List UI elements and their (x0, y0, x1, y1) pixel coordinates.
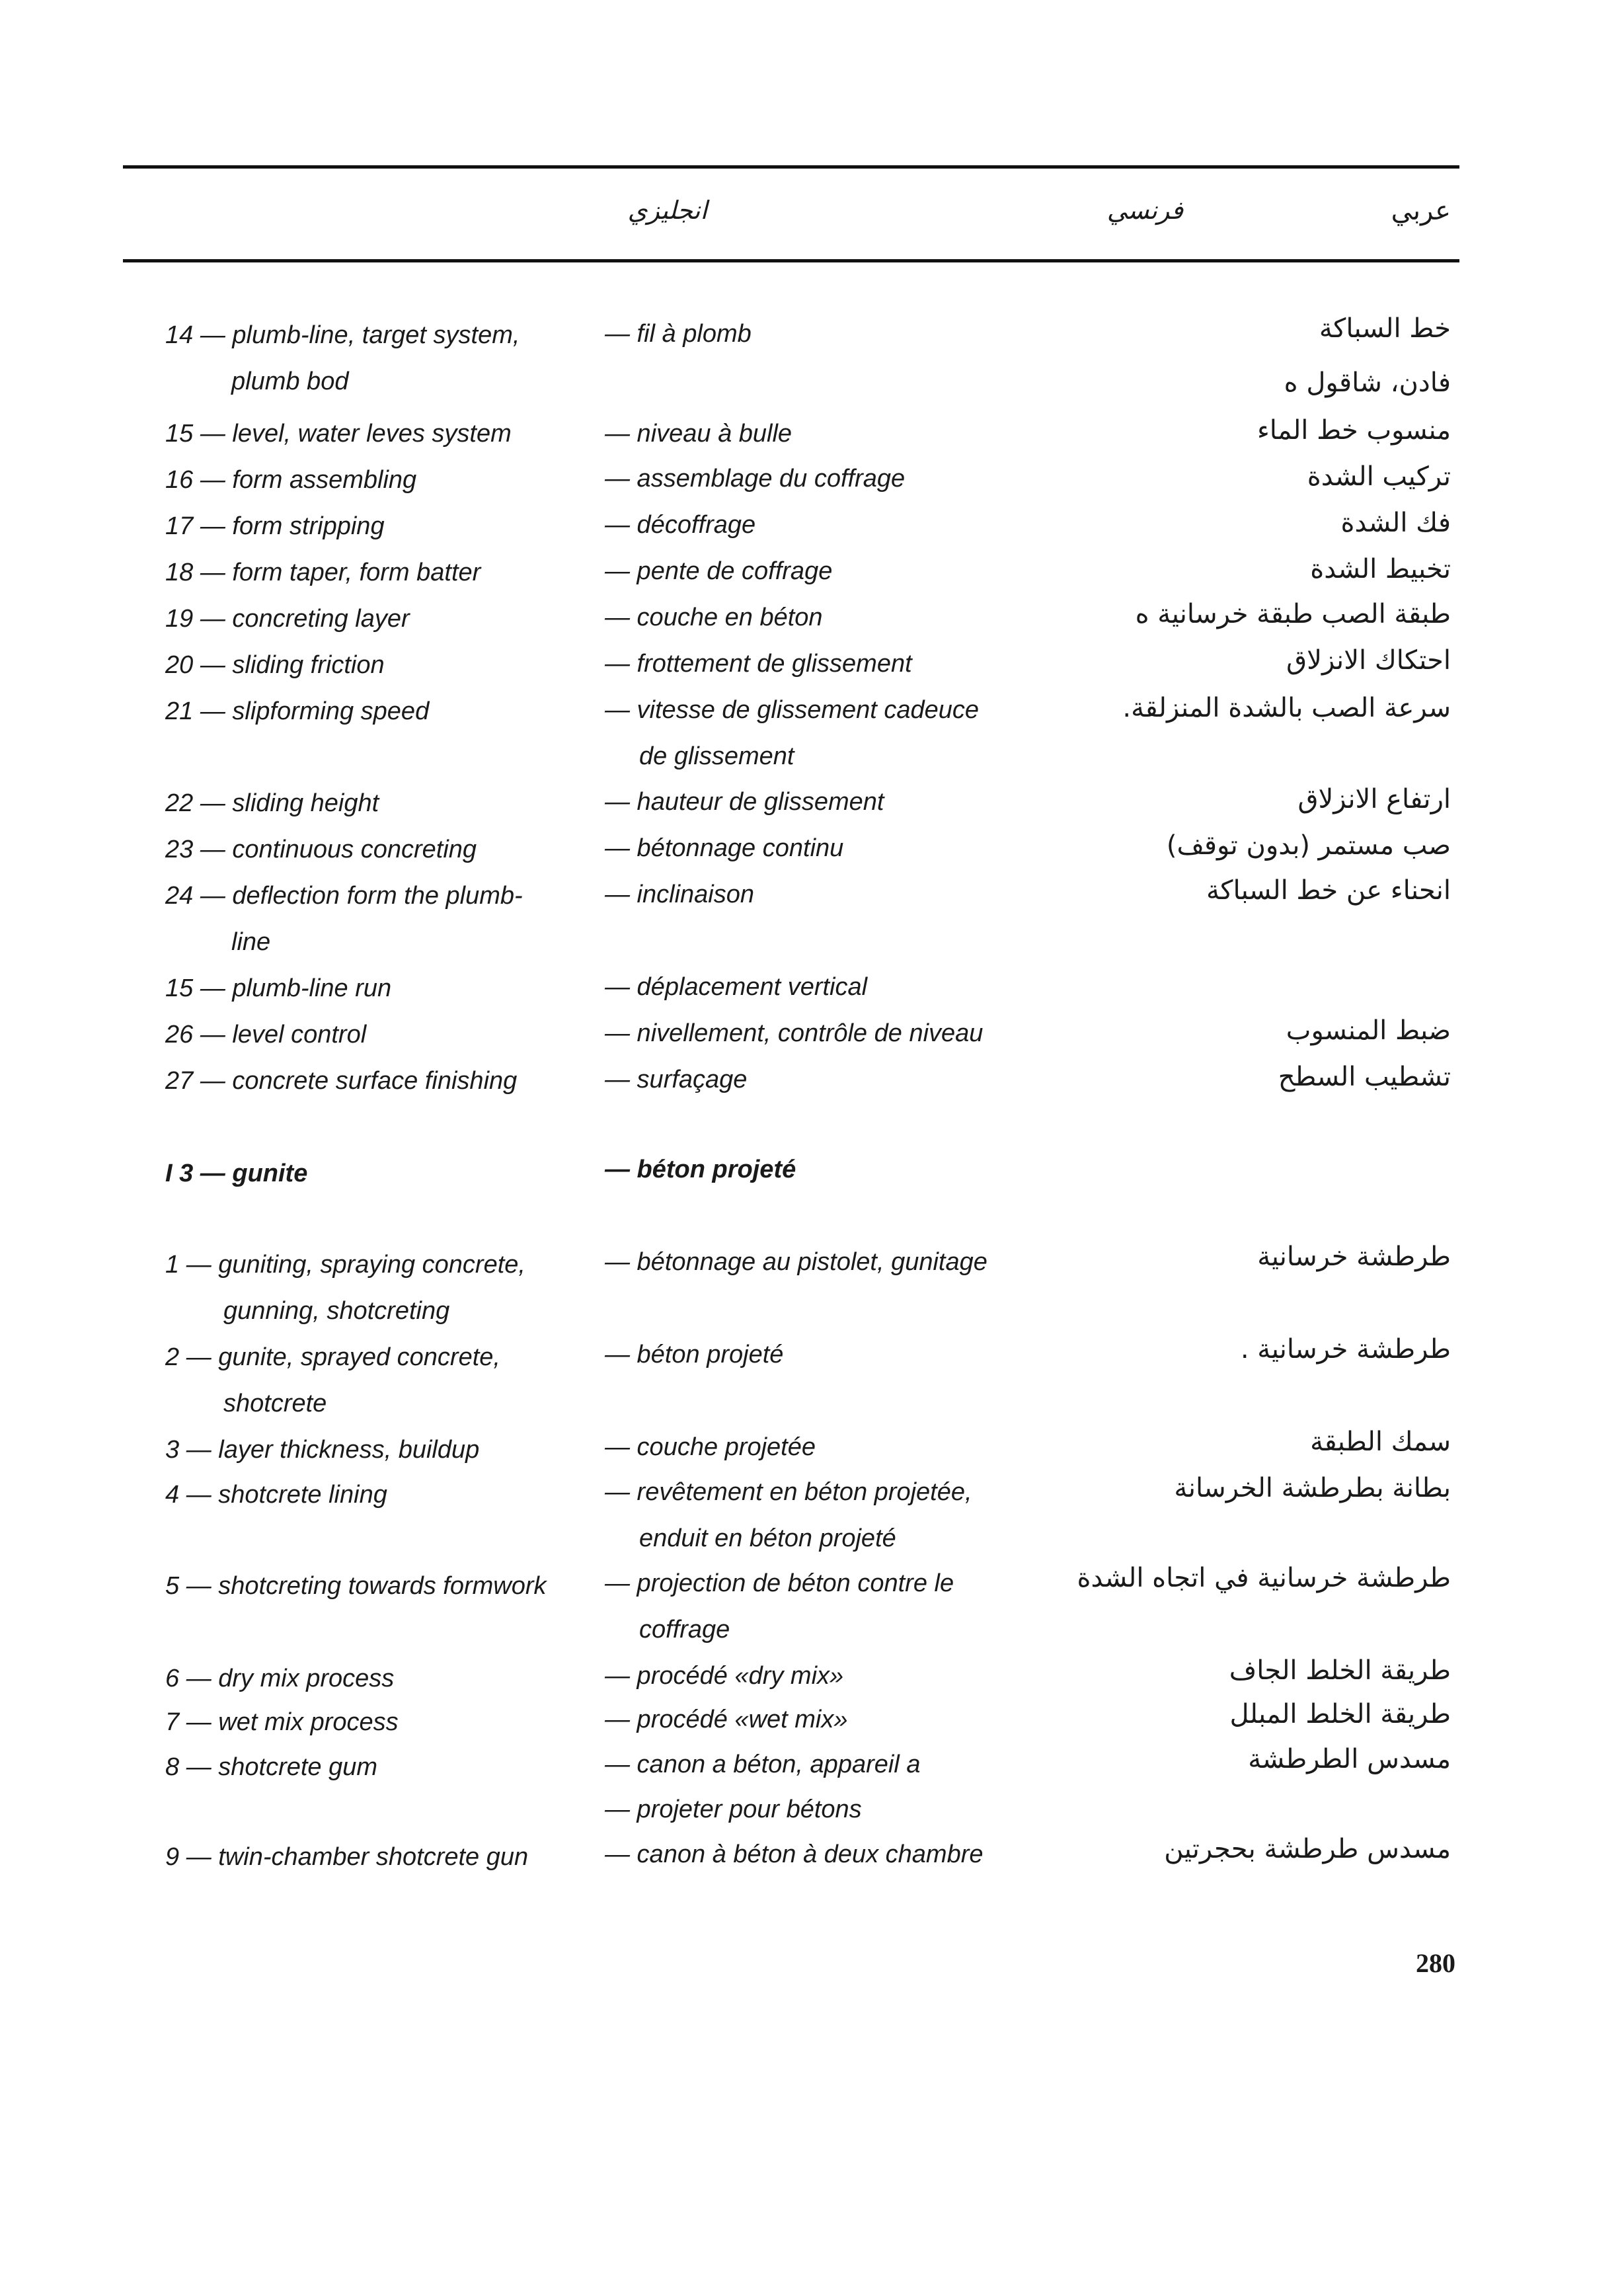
entry-french: — procédé «wet mix» (605, 1706, 848, 1733)
entry-english: 16 — form assembling (165, 466, 417, 494)
entry-english: 21 — slipforming speed (165, 697, 430, 725)
entry-arabic: طرطشة خرسانية (1257, 1242, 1451, 1272)
entry-english: 20 — sliding friction (165, 651, 385, 679)
page-number: 280 (1416, 1948, 1455, 1978)
entry-english: 19 — concreting layer (165, 605, 410, 633)
header-rule (123, 259, 1459, 262)
entry-arabic: تشطيب السطح (1278, 1062, 1451, 1092)
entry-french: — couche projetée (605, 1433, 816, 1461)
entry-english: 23 — continuous concreting (165, 836, 477, 863)
entry-english: plumb bod (231, 368, 349, 395)
section-heading-french: — béton projeté (605, 1156, 796, 1183)
entry-french: — canon à béton à deux chambre (605, 1841, 984, 1868)
entry-arabic: بطانة بطرطشة الخرسانة (1174, 1473, 1451, 1503)
entry-french: coffrage (639, 1616, 730, 1643)
entry-french: — inclinaison (605, 881, 754, 908)
entry-arabic: مسدس طرطشة بحجرتين (1164, 1834, 1451, 1864)
entry-english: 1 — guniting, spraying concrete, (165, 1251, 525, 1279)
entry-english: line (231, 928, 271, 956)
entry-english: 5 — shotcreting towards formwork (165, 1572, 547, 1600)
entry-arabic: طبقة الصب طبقة خرسانية ه (1135, 599, 1451, 629)
entry-french: — canon a béton, appareil a (605, 1751, 921, 1778)
entry-english: gunning, shotcreting (223, 1297, 450, 1325)
entry-arabic: طريقة الخلط الجاف (1229, 1655, 1451, 1686)
top-rule (123, 165, 1459, 169)
entry-french: — assemblage du coffrage (605, 465, 906, 493)
entry-arabic: مسدس الطرطشة (1248, 1744, 1451, 1774)
entry-arabic: تركيب الشدة (1307, 461, 1451, 492)
entry-french: — procédé «dry mix» (605, 1662, 844, 1690)
entry-english: shotcrete (223, 1390, 327, 1417)
header-english: انجليزي (627, 197, 707, 225)
entry-english: 9 — twin-chamber shotcrete gun (165, 1843, 529, 1871)
entry-arabic: انحناء عن خط السباكة (1206, 875, 1451, 906)
entry-arabic: سمك الطبقة (1310, 1427, 1451, 1457)
entry-arabic: خط السباكة (1319, 313, 1451, 344)
entry-english: 6 — dry mix process (165, 1665, 395, 1692)
entry-french: — frottement de glissement (605, 650, 912, 678)
header-arabic: عربي (1391, 196, 1451, 226)
entry-french: — vitesse de glissement cadeuce (605, 696, 980, 724)
entry-french: — surfaçage (605, 1066, 748, 1093)
entry-french: — revêtement en béton projetée, (605, 1478, 972, 1506)
entry-french: — niveau à bulle (605, 420, 793, 448)
entry-english: 18 — form taper, form batter (165, 559, 481, 586)
entry-arabic: طريقة الخلط المبلل (1229, 1699, 1451, 1729)
entry-english: 17 — form stripping (165, 512, 385, 540)
entry-arabic: سرعة الصب بالشدة المنزلقة. (1122, 693, 1451, 723)
section-heading-english: I 3 — gunite (165, 1160, 308, 1187)
entry-english: 22 — sliding height (165, 789, 379, 817)
entry-french: — béton projeté (605, 1341, 784, 1368)
entry-french: — bétonnage continu (605, 834, 844, 862)
entry-arabic: فك الشدة (1340, 508, 1451, 538)
entry-arabic: منسوب خط الماء (1257, 415, 1451, 446)
entry-english: 8 — shotcrete gum (165, 1753, 378, 1781)
entry-french: — nivellement, contrôle de niveau (605, 1019, 984, 1047)
entry-arabic: طرطشة خرسانية . (1240, 1334, 1451, 1365)
entry-french: — déplacement vertical (605, 973, 868, 1001)
entry-french: — décoffrage (605, 511, 756, 539)
entry-arabic: فادن، شاقول ه (1284, 368, 1451, 398)
entry-english: 26 — level control (165, 1021, 367, 1049)
entry-french: enduit en béton projeté (639, 1524, 896, 1552)
header-french: فرنسي (1106, 197, 1183, 225)
entry-french: — hauteur de glissement (605, 788, 884, 816)
entry-arabic: صب مستمر (بدون توقف) (1166, 830, 1451, 861)
entry-english: 15 — plumb-line run (165, 974, 392, 1002)
entry-arabic: طرطشة خرسانية في اتجاه الشدة (1077, 1563, 1451, 1593)
entry-english: 7 — wet mix process (165, 1708, 399, 1736)
entry-french: — fil à plomb (605, 320, 752, 348)
entry-english: 14 — plumb-line, target system, (165, 321, 520, 349)
entry-english: 15 — level, water leves system (165, 420, 512, 448)
entry-french: — projection de béton contre le (605, 1569, 954, 1597)
entry-arabic: ارتفاع الانزلاق (1297, 784, 1451, 814)
entry-french: — bétonnage au pistolet, gunitage (605, 1248, 987, 1276)
entry-arabic: تخبيط الشدة (1310, 554, 1451, 584)
entry-english: 27 — concrete surface finishing (165, 1067, 518, 1095)
entry-french: — projeter pour bétons (605, 1796, 862, 1823)
entry-arabic: ضبط المنسوب (1286, 1015, 1451, 1046)
entry-french: de glissement (639, 742, 794, 770)
entry-french: — pente de coffrage (605, 557, 833, 585)
entry-english: 2 — gunite, sprayed concrete, (165, 1343, 500, 1371)
entry-english: 4 — shotcrete lining (165, 1481, 387, 1509)
entry-english: 24 — deflection form the plumb- (165, 882, 523, 910)
entry-french: — couche en béton (605, 604, 823, 631)
entry-english: 3 — layer thickness, buildup (165, 1436, 480, 1464)
entry-arabic: احتكاك الانزلاق (1286, 645, 1451, 676)
